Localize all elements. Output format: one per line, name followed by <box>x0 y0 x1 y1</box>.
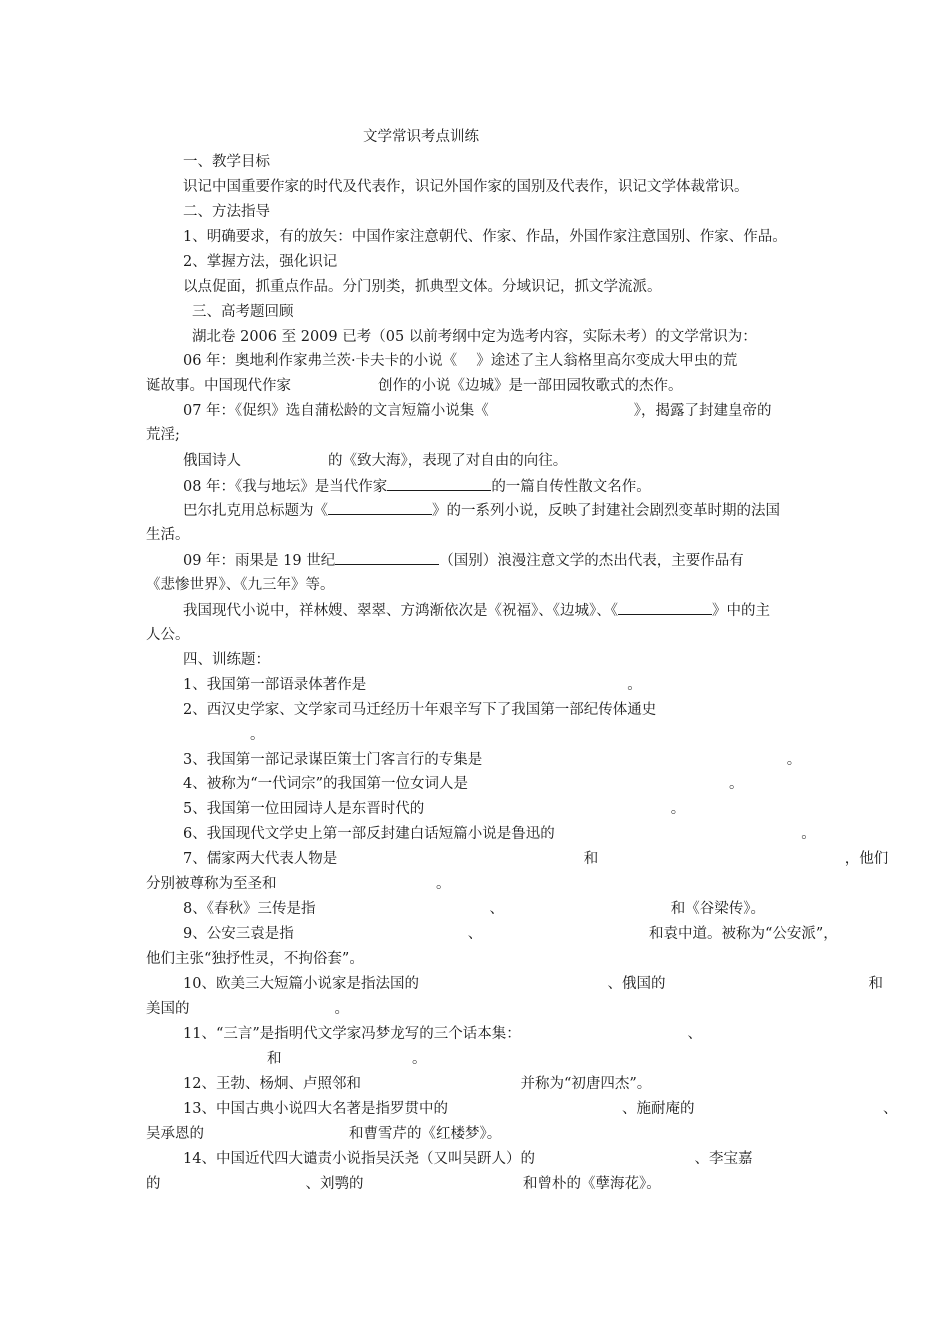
method-item-2: 2、掌握方法，强化识记 <box>183 254 338 270</box>
review-2009-line-4: 人公。 <box>146 627 190 643</box>
answer-blank <box>328 500 432 515</box>
method-item-2-detail: 以点促面，抓重点作品。分门别类，抓典型文体。分域识记，抓文学流派。 <box>183 279 662 295</box>
question-11-line-1: 11、“三言”是指明代文学家冯梦龙写的三个话本集： 、 <box>183 1026 703 1042</box>
text-segment: 》中的主 <box>712 603 770 619</box>
review-2008-line-2 <box>183 500 780 521</box>
review-2008-line-3: 生活。 <box>146 527 190 543</box>
question-1: 1、我国第一部语录体著作是 。 <box>183 677 642 693</box>
question-5: 5、我国第一位田园诗人是东晋时代的 。 <box>183 801 686 817</box>
review-intro: 湖北卷 2006 至 2009 已考（05 以前考纲中定为选考内容，实际未考）的文学常识为： <box>192 329 757 345</box>
review-2009-line-1 <box>183 550 744 571</box>
question-9-line-2: 他们主张“独抒性灵，不拘俗套”。 <box>146 951 364 967</box>
text-segment: 巴尔扎克用总标题为《 <box>183 503 328 519</box>
review-2007-line-1: 07 年：《促织》选自蒲松龄的文言短篇小说集《 》，揭露了封建皇帝的 <box>183 403 772 419</box>
text-segment: 08 年：《我与地坛》是当代作家 <box>183 479 388 495</box>
review-2006-line-1: 06 年：奥地利作家弗兰茨·卡夫卡的小说《 》途述了主人翁格里高尔变成大甲虫的荒 <box>183 353 738 369</box>
question-12: 12、王勃、杨炯、卢照邻和 并称为“初唐四杰”。 <box>183 1076 652 1092</box>
question-13-line-1: 13、中国古典小说四大名著是指罗贯中的 、施耐庵的 、 <box>183 1101 898 1117</box>
text-segment: 》的一系列小说，反映了封建社会剧烈变革时期的法国 <box>432 503 780 519</box>
answer-blank <box>618 600 712 615</box>
text-segment: 我国现代小说中，祥林嫂、翠翠、方鸿渐依次是《祝福》、《边城》、《 <box>183 603 618 619</box>
question-10-line-1: 10、欧美三大短篇小说家是指法国的 、俄国的 和 <box>183 976 883 992</box>
question-14-line-2: 的 、刘鹗的 和曾朴的《孽海花》。 <box>146 1176 661 1192</box>
question-7-line-1: 7、儒家两大代表人物是 和 ，他们 <box>183 851 889 867</box>
question-11-line-2: 和 。 <box>267 1051 427 1067</box>
review-2007-line-2: 荒淫; <box>146 427 180 443</box>
text-segment: 的一篇自传性散文名作。 <box>491 479 651 495</box>
review-2008-line-1 <box>183 476 651 497</box>
section-heading-review: 三、高考题回顾 <box>192 304 294 320</box>
section-heading-teaching-goals: 一、教学目标 <box>183 154 270 170</box>
question-4: 4、被称为“一代词宗”的我国第一位女词人是 。 <box>183 776 744 792</box>
question-10-line-2: 美国的 。 <box>146 1001 349 1017</box>
review-2009-line-2: 《悲惨世界》、《九三年》等。 <box>146 577 335 593</box>
review-2007-line-3: 俄国诗人 的《致大海》，表现了对自由的向往。 <box>183 453 568 469</box>
question-7-line-2: 分别被尊称为至圣和 。 <box>146 876 451 892</box>
review-2009-line-3 <box>183 600 770 621</box>
question-9-line-1: 9、公安三袁是指 、 和袁中道。被称为“公安派”， <box>183 926 838 942</box>
question-2-line-1: 2、西汉史学家、文学家司马迁经历十年艰辛写下了我国第一部纪传体通史 <box>183 702 657 718</box>
review-2006-line-2: 诞故事。中国现代作家 创作的小说《边城》是一部田园牧歌式的杰作。 <box>146 378 683 394</box>
question-6: 6、我国现代文学史上第一部反封建白话短篇小说是鲁迅的 。 <box>183 826 816 842</box>
question-14-line-1: 14、中国近代四大谴责小说指吴沃尧（又叫吴趼人）的 、李宝嘉 <box>183 1151 753 1167</box>
answer-blank <box>387 476 491 491</box>
section-heading-method: 二、方法指导 <box>183 204 270 220</box>
text-segment: 09 年：雨果是 19 世纪 <box>183 553 336 569</box>
paragraph-teaching-goals: 识记中国重要作家的时代及代表作，识记外国作家的国别及代表作，识记文学体裁常识。 <box>183 179 749 195</box>
text-segment: （国别）浪漫注意文学的杰出代表，主要作品有 <box>439 553 744 569</box>
question-13-line-2: 吴承恩的 和曹雪芹的《红楼梦》。 <box>146 1126 502 1142</box>
method-item-1: 1、明确要求，有的放矢：中国作家注意朝代、作家、作品，外国作家注意国别、作家、作品。 <box>183 229 787 245</box>
section-heading-exercises: 四、训练题： <box>183 652 270 668</box>
question-3: 3、我国第一部记录谋臣策士门客言行的专集是 。 <box>183 752 802 768</box>
page-title: 文学常识考点训练 <box>363 129 479 145</box>
question-8: 8、《春秋》三传是指 、 和《谷梁传》。 <box>183 901 765 917</box>
answer-blank <box>335 550 439 565</box>
question-2-line-2: 。 <box>250 727 265 743</box>
